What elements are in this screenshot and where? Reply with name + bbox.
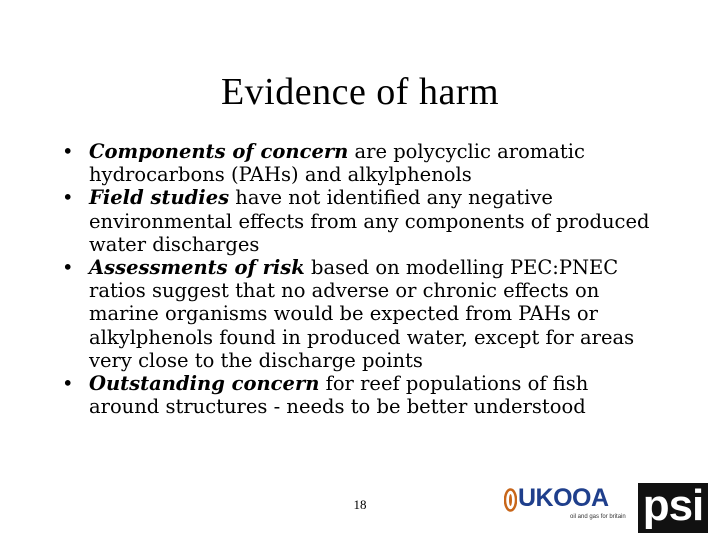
bullet-text: for reef populations of fish around structures - needs to be better understood [89,372,589,419]
ukooa-logo [504,486,636,524]
page-number: 18 [353,497,367,512]
bullet-lead: Outstanding concern [89,372,320,396]
bullet-list [62,140,662,418]
bullet-lead: Components of concern [89,140,349,163]
bullet-lead: Assessments of risk [89,256,305,280]
bullet-icon: • [62,256,74,280]
bullet-icon: • [62,372,74,396]
bullet-item [62,140,662,186]
bullet-icon: • [62,140,74,163]
bullet-text: are polycyclic aromatic hydrocarbons (PAHs) and alkylphenols [89,140,585,187]
bullet-item [62,186,662,256]
slide-title: Evidence of harm [220,71,500,113]
ukooa-drop-icon [504,488,517,512]
bullet-text: have not identified any negative environmental effects from any components of produced water discharges [89,186,650,256]
psi-logo: psi [638,483,708,533]
ukooa-tagline: oil and gas for britain [570,514,626,520]
bullet-text: based on modelling PEC:PNEC ratios suggest that no adverse or chronic effects on marine organisms would be expected from PAHs or alkylphenols found in produced water, except for areas very close to the discharge points [89,256,635,372]
bullet-item [62,256,662,372]
bullet-lead: Field studies [89,186,230,210]
ukooa-wordmark: UKOOA [518,484,609,512]
bullet-icon: • [62,186,74,210]
bullet-item [62,372,662,418]
